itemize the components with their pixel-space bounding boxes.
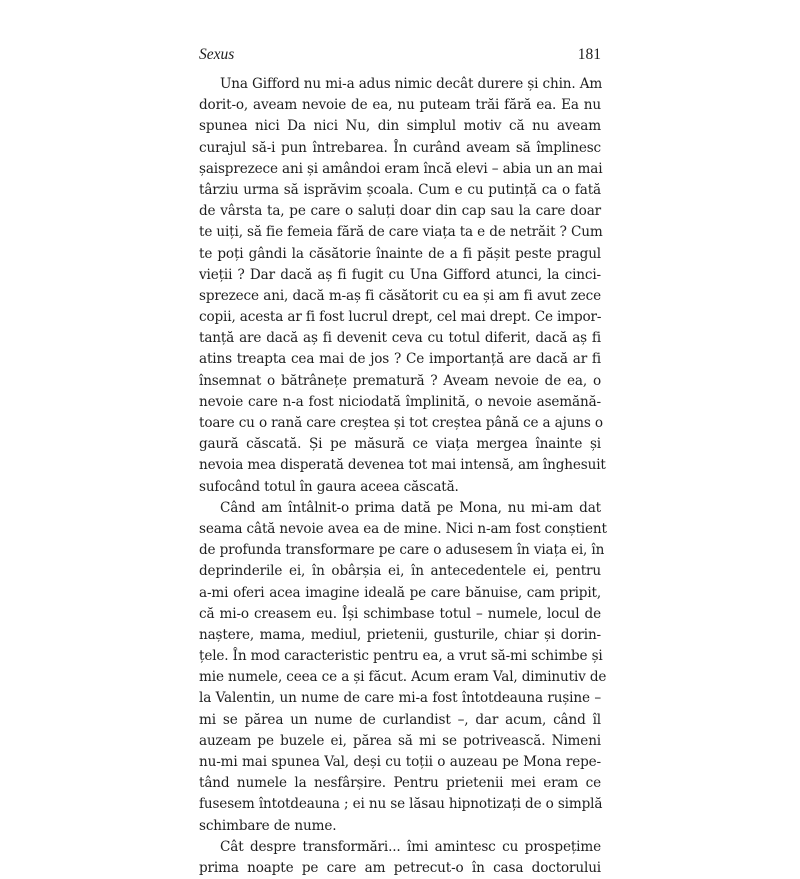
text-line: toare cu o rană care creștea și tot creștea până ce a ajuns o (199, 415, 603, 431)
text-line: nu-mi mai spunea Val, deși cu toții o auzeau pe Mona repe- (199, 754, 601, 770)
text-line: dorit-o, aveam nevoie de ea, nu puteam trăi fără ea. Ea nu (199, 97, 601, 114)
text-line: de vârsta ta, pe care o saluți doar din cap sau la care doar (199, 203, 601, 220)
text-line: sufocând totul în gaura aceea căscată. (199, 478, 459, 495)
paragraph (199, 498, 607, 837)
running-title: Sexus (199, 46, 235, 63)
text-line: copii, acesta ar fi fost lucrul drept, cel mai drept. Ce impor- (199, 309, 602, 326)
paragraph (199, 74, 606, 498)
text-line: gaură căscată. Și pe măsură ce viața mergea înainte și (199, 436, 601, 453)
text-line: Una Gifford nu mi-a adus nimic decât durere și chin. Am (220, 76, 603, 92)
text-line: a-mi oferi acea imagine ideală pe care bănuise, cam pripit, (199, 584, 601, 601)
text-line: mie numele, ceea ce a și făcut. Acum eram Val, diminutiv de (199, 669, 607, 686)
text-line: spunea nici Da nici Nu, din simplul motiv că nu aveam (199, 118, 601, 135)
text-line: nevoie care n-a fost niciodată împlinită, o nevoie asemănă- (199, 393, 601, 410)
text-line: prima noapte pe care am petrecut-o în casa doctorului (199, 859, 601, 876)
text-line: că mi-o creasem eu. Își schimbase totul – numele, locul de (199, 605, 601, 622)
text-line: naștere, mama, mediul, prietenii, gusturile, chiar și dorin- (199, 626, 601, 643)
text-line: schimbare de nume. (199, 817, 337, 834)
page-number: 181 (577, 46, 601, 63)
text-line: curajul să-i pun întrebarea. În curând aveam să împlinesc (199, 139, 601, 156)
text-line: te poți gândi la căsătorie înainte de a fi pășit peste pragul (199, 245, 601, 262)
text-line: vieții ? Dar dacă aș fi fugit cu Una Gifford atunci, la cinci- (199, 266, 601, 283)
text-line: deprinderile ei, în obârșia ei, în antecedentele ei, pentru (199, 563, 601, 580)
text-line: fusesem întotdeauna ; ei nu se lăsau hipnotizați de o simplă (199, 796, 603, 813)
text-line: de profunda transformare pe care o adusesem în viața ei, în (199, 542, 605, 559)
text-line: te uiți, să fie femeia fără de care viața ta e de netrăit ? Cum (199, 224, 603, 241)
text-line: atins treapta cea mai de jos ? Ce importanță are dacă ar fi (199, 351, 601, 368)
text-line: târziu urma să isprăvim școala. Cum e cu putință ca o fată (199, 181, 601, 198)
text-line: auzeam pe buzele ei, părea să mi se potrivească. Nimeni (199, 732, 601, 749)
running-head (199, 45, 601, 65)
text-line: țele. În mod caracteristic pentru ea, a vrut să-mi schimbe și (199, 648, 603, 665)
text-line: seama câtă nevoie avea ea de mine. Nici n-am fost conștient (199, 520, 607, 537)
text-line: mi se părea un nume de curlandist –, dar acum, când îl (199, 711, 601, 728)
text-line: sprezece ani, dacă m-aș fi căsătorit cu ea și am fi avut zece (199, 287, 601, 304)
text-line: însemnat o bătrânețe prematură ? Aveam nevoie de ea, o (199, 372, 601, 389)
text-line: Când am întâlnit-o prima dată pe Mona, nu mi-am dat (220, 499, 601, 516)
paragraph (199, 837, 601, 879)
text-line: șaisprezece ani și amândoi eram încă elevi – abia un an mai (199, 160, 603, 177)
text-line: tanță are dacă aș fi devenit ceva cu totul diferit, dacă aș fi (199, 330, 601, 347)
text-line: tând numele la nesfârșire. Pentru prietenii mei eram ce (199, 775, 601, 792)
body-text (199, 74, 607, 879)
text-line: Cât despre transformări... îmi amintesc cu prospețime (220, 838, 601, 855)
text-line: nevoia mea disperată devenea tot mai intensă, am înghesuit (199, 457, 606, 474)
text-line: la Valentin, un nume de care mi-a fost întotdeauna rușine – (199, 690, 601, 707)
